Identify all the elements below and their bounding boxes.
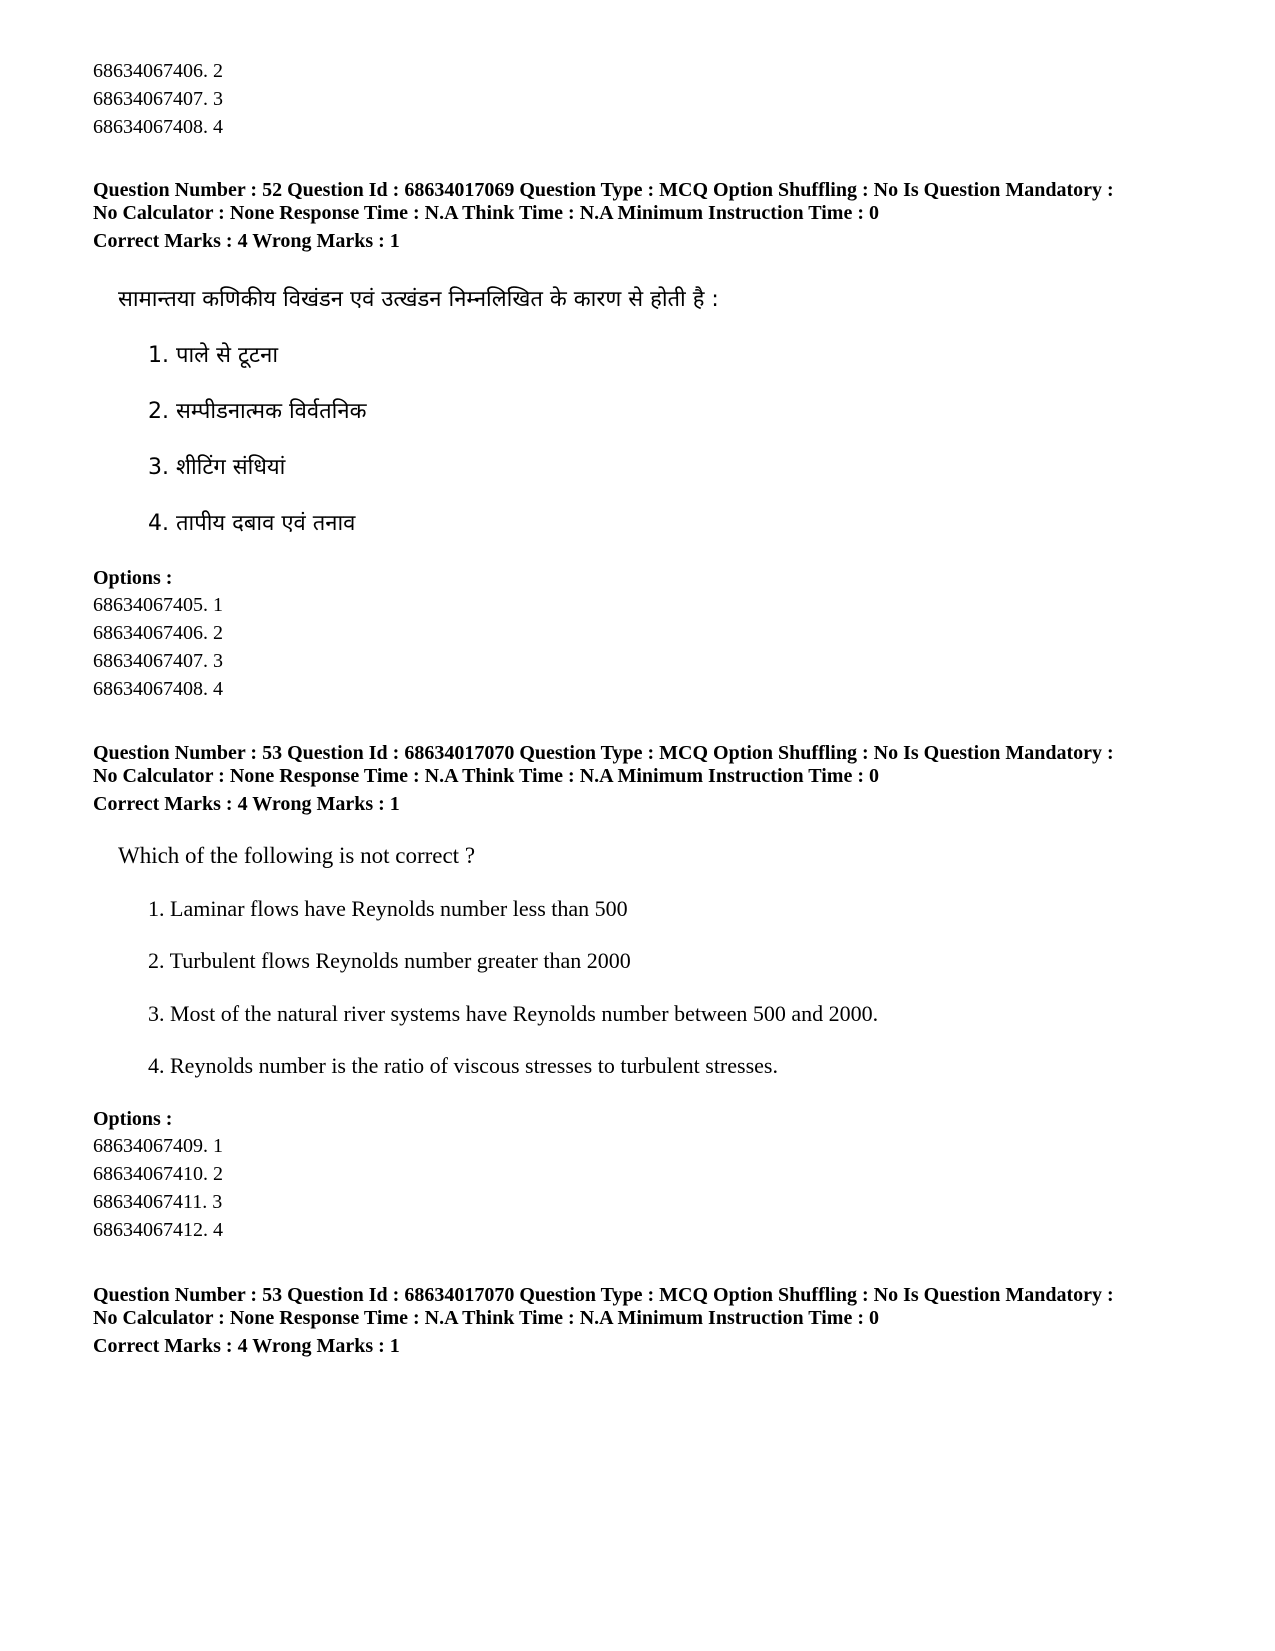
question-choice: 2. Turbulent flows Reynolds number greater than 2000 [148,948,631,973]
question-marks: Correct Marks : 4 Wrong Marks : 1 [93,230,400,252]
option-item: 68634067407. 3 [93,650,223,672]
question-choice: 1. पाले से टूटना [148,343,279,368]
option-item: 68634067412. 4 [93,1219,223,1241]
options-label: Options : [93,567,173,589]
option-item: 68634067407. 3 [93,88,223,110]
question-header-line: Question Number : 53 Question Id : 68634017070 Question Type : MCQ Option Shuffling : No Is Question Mandatory : [93,1284,1114,1306]
question-header-line: Question Number : 53 Question Id : 68634017070 Question Type : MCQ Option Shuffling : No Is Question Mandatory : [93,742,1114,764]
question-choice: 2. सम्पीडनात्मक विर्वतनिक [148,399,367,424]
question-stem: Which of the following is not correct ? [118,843,476,868]
question-header-line: No Calculator : None Response Time : N.A Think Time : N.A Minimum Instruction Time : 0 [93,1307,879,1329]
options-label: Options : [93,1108,173,1130]
question-choice: 3. शीटिंग संधियां [148,455,286,480]
question-choice: 4. Reynolds number is the ratio of viscous stresses to turbulent stresses. [148,1053,778,1078]
option-item: 68634067405. 1 [93,594,223,616]
option-item: 68634067408. 4 [93,116,223,138]
option-item: 68634067406. 2 [93,60,223,82]
question-stem: सामान्तया कणिकीय विखंडन एवं उत्खंडन निम्नलिखित के कारण से होती है : [118,287,719,312]
question-choice: 3. Most of the natural river systems have Reynolds number between 500 and 2000. [148,1001,879,1026]
option-item: 68634067409. 1 [93,1135,223,1157]
question-header-line: Question Number : 52 Question Id : 68634017069 Question Type : MCQ Option Shuffling : No Is Question Mandatory : [93,179,1114,201]
question-header-line: No Calculator : None Response Time : N.A Think Time : N.A Minimum Instruction Time : 0 [93,202,879,224]
question-header-line: No Calculator : None Response Time : N.A Think Time : N.A Minimum Instruction Time : 0 [93,765,879,787]
question-marks: Correct Marks : 4 Wrong Marks : 1 [93,793,400,815]
option-item: 68634067411. 3 [93,1191,223,1213]
option-item: 68634067410. 2 [93,1163,223,1185]
question-marks: Correct Marks : 4 Wrong Marks : 1 [93,1335,400,1357]
option-item: 68634067406. 2 [93,622,223,644]
question-choice: 1. Laminar flows have Reynolds number less than 500 [148,896,628,921]
option-item: 68634067408. 4 [93,678,223,700]
question-choice: 4. तापीय दबाव एवं तनाव [148,511,356,536]
